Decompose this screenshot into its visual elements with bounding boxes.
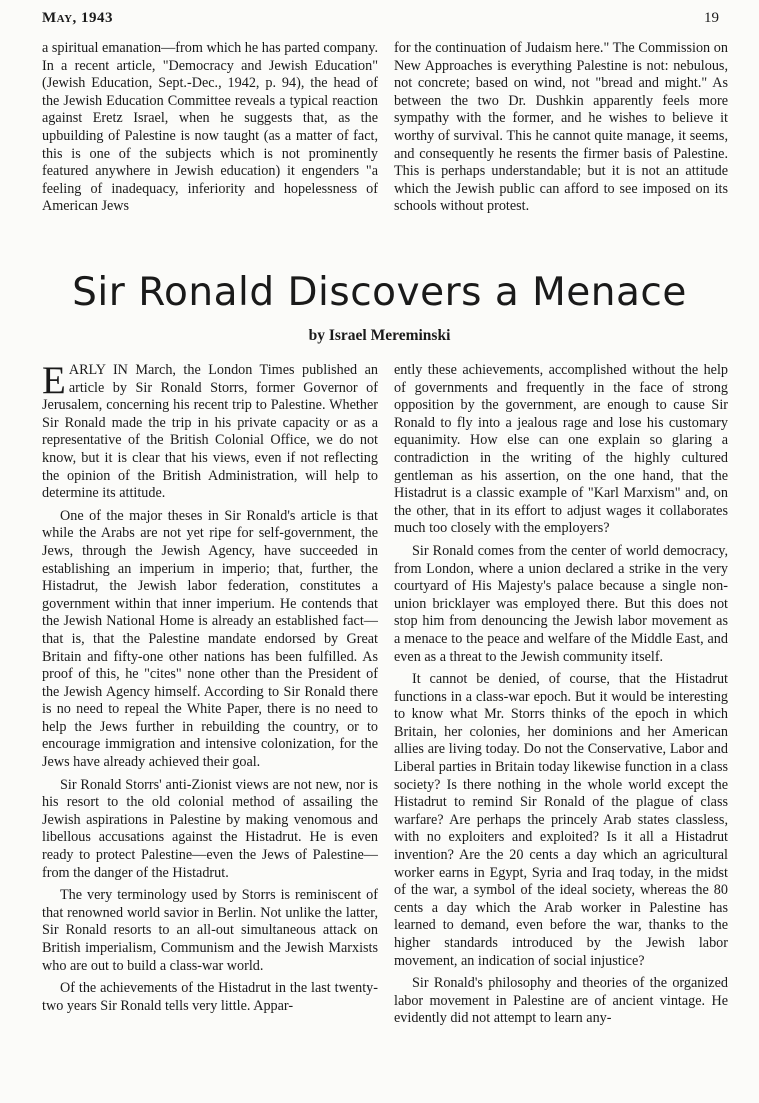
article-right-column xyxy=(394,362,728,1033)
article-paragraph xyxy=(42,359,378,503)
article-paragraph: It cannot be denied, of course, that the Histadrut functions in a class-war epoch. But it would be interesting to know what Mr. Storrs thinks of the epoch in which Britain, her colonies, her dominions and her American allies are living today. Do not the Conservative, Labor and Liberal parties in Britain today likewise function in a class society? Is there nothing in the whole world except the Histadrut to remind Sir Ronald of the plague of class warfare? Are perhaps the princely Arab states classless, with no exploiters and exploited? Is it all a Histadrut invention? Are the 20 cents a day which an agricultural worker earns in Egypt, Syria and Iraq today, in the midst of the war, a symbol of the ideal society, whereas the 80 cents a day which the Arab worker in Palestine has learned to demand, even before the war, thanks to the higher standards introduced by the Jewish labor movement, an indication of social injustice? xyxy=(394,671,728,969)
article-paragraph: The very terminology used by Storrs is reminiscent of that renowned world savior in Berlin. Not unlike the latter, Sir Ronald resorts to an all-out simultaneous attack on British imperialism, Communism and the Jewish Marxists who are out to build a class-war world. xyxy=(42,887,378,974)
article-paragraph: One of the major theses in Sir Ronald's article is that while the Arabs are not yet ripe for self-government, the Jews, through the Jewish Agency, have succeeded in establishing an imperium in imperio; that, further, the Histadrut, the Jewish labor federation, constitutes a government within that inner imperium. He contends that the Jewish National Home is already an established fact—that is, that the Palestine mandate endorsed by Great Britain and fifty-one other nations has been fulfilled. As proof of this, he "cites" none other than the President of the Jewish Agency himself. According to Sir Ronald there is no need to repeal the White Paper, there is no need to help the Jews further in rebuilding the country, or to encourage immigration and intensive colonization, for the Jews have already achieved their goal. xyxy=(42,507,378,771)
drop-cap: E xyxy=(42,359,66,402)
article-paragraph: Sir Ronald comes from the center of world democracy, from London, where a union declared a strike in the very courtyard of His Majesty's palace because a single non-union bricklayer was employed there. But this does not stop him from denouncing the Jewish labor movement as a menace to the peace and welfare of the Middle East, and even as a threat to the Jewish community itself. xyxy=(394,542,728,665)
previous-article-text: a spiritual emanation—from which he has parted company. In a recent article, "Democracy and Jewish Education" (Jewish Education, Sept.-Dec., 1942, p. 94), the head of the Jewish Education Committee reveals a typical reaction against Eretz Israel, when he suggests that, as the upbuilding of Palestine is now taught (as a matter of fact, this is one of the subjects which is not prominently featured anywhere in Jewish education) it engenders "a feeling of inadequacy, inferiority and hopelessness of American Jews xyxy=(42,40,378,215)
previous-article-left-column xyxy=(42,40,378,221)
article-paragraph: Sir Ronald's philosophy and theories of the organized labor movement in Palestine are of ancient vintage. He evidently did not attempt to learn any- xyxy=(394,975,728,1027)
previous-article-text: for the continuation of Judaism here." The Commission on New Approaches is everything Palestine is not: nebulous, not concrete; based on wind, not "bread and might." As between the two Dr. Dushkin apparently feels more sympathy with the former, and he wishes to believe it worthy of survival. This he cannot quite manage, it seems, and consequently he resents the firmer basis of Palestine. This is perhaps understandable; but it is not an attitude which the Jewish public can afford to see imposed on its schools without protest. xyxy=(394,40,728,215)
page-number: 19 xyxy=(704,10,719,26)
article-title: Sir Ronald Discovers a Menace xyxy=(72,270,687,315)
article-left-column xyxy=(42,359,378,1020)
previous-article-right-column xyxy=(394,40,728,221)
paragraph-text: March, the London Times published an article by Sir Ronald Storrs, former Governor of Jerusalem, concerning his recent trip to Palestine. Whether Sir Ronald made the trip in his private capacity or as a representative of the British Colonial Office, we do not know, but it is clear that his views, even if not reflecting the opinion of the British Administration, will help to determine its attitude. xyxy=(42,362,378,502)
article-paragraph: Sir Ronald Storrs' anti-Zionist views are not new, nor is his resort to the old colonial method of assailing the Jewish aspirations in Palestine by making venomous and libellous accusations against the Histadrut. He is even ready to protect Palestine—even the Jews of Palestine—from the danger of the Histadrut. xyxy=(42,776,378,881)
issue-date: May, 1943 xyxy=(42,10,114,26)
article-paragraph: ently these achievements, accomplished without the help of governments and frequently in the face of strong opposition by the government, are enough to cause Sir Ronald to fly into a jealous rage and lose his customary equanimity. How else can one explain so glaring a contradiction in the writing of the highly cultured gentleman as his assertion, on the one hand, that the Histadrut is a classic example of "Karl Marxism" and, on the other, that in its effort to adjust wages it collaborates much too closely with the employers? xyxy=(394,362,728,537)
running-header xyxy=(42,10,719,30)
lead-in: ARLY IN xyxy=(68,362,128,378)
article-byline: by Israel Mereminski xyxy=(308,327,451,344)
article-paragraph: Of the achievements of the Histadrut in the last twenty-two years Sir Ronald tells very little. Appar- xyxy=(42,980,378,1014)
